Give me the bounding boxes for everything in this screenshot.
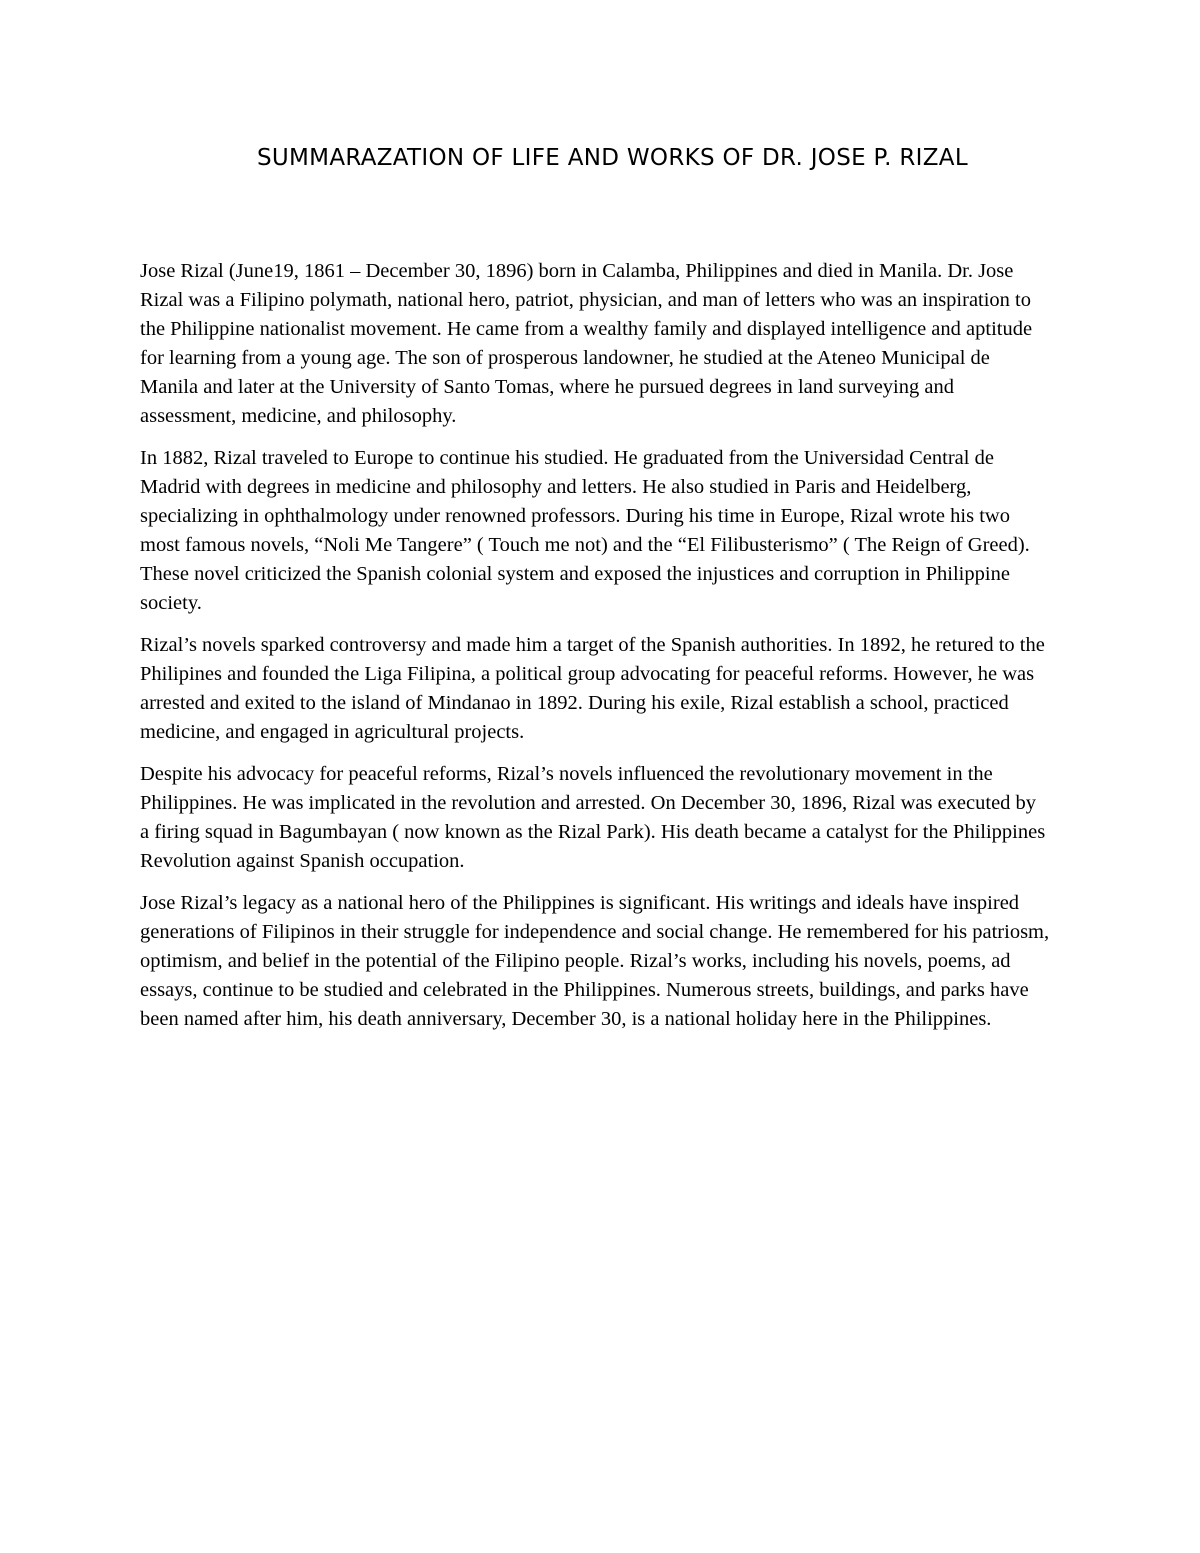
document-title: SUMMARAZATION OF LIFE AND WORKS OF DR. JOSE P. RIZAL [257, 145, 968, 171]
paragraph-liga-filipina-exile: Rizal’s novels sparked controversy and made him a target of the Spanish authorities. In 1892, he retured to the Philipines and founded the Liga Filipina, a political group advocating for peaceful reforms. However, he was arrested and exited to the island of Mindanao in 1892. During his exile, Rizal establish a school, practiced medicine, and engaged in agricultural projects. [140, 634, 1045, 743]
document-body [140, 257, 1050, 1034]
paragraph-legacy: Jose Rizal’s legacy as a national hero of the Philippines is significant. His writings and ideals have inspired generations of Filipinos in their struggle for independence and social change. He remembered for his patriosm, optimism, and belief in the potential of the Filipino people. Rizal’s works, including his novels, poems, ad essays, continue to be studied and celebrated in the Philippines. Numerous streets, buildings, and parks have been named after him, his death anniversary, December 30, is a national holiday here in the Philippines. [140, 892, 1050, 1030]
paragraph-execution: Despite his advocacy for peaceful reforms, Rizal’s novels influenced the revolutionary movement in the Philippines. He was implicated in the revolution and arrested. On December 30, 1896, Rizal was executed by a firing squad in Bagumbayan ( now known as the Rizal Park). His death became a catalyst for the Philippines Revolution against Spanish occupation. [140, 763, 1046, 872]
paragraph-birth-education: Jose Rizal (June19, 1861 – December 30, 1896) born in Calamba, Philippines and died in Manila. Dr. Jose Rizal was a Filipino polymath, national hero, patriot, physician, and man of letters who was an inspiration to the Philippine nationalist movement. He came from a wealthy family and displayed intelligence and aptitude for learning from a young age. The son of prosperous landowner, he studied at the Ateneo Municipal de Manila and later at the University of Santo Tomas, where he pursued degrees in land surveying and assessment, medicine, and philosophy. [140, 260, 1033, 427]
paragraph-europe-novels: In 1882, Rizal traveled to Europe to continue his studied. He graduated from the Universidad Central de Madrid with degrees in medicine and philosophy and letters. He also studied in Paris and Heidelberg, specializing in ophthalmology under renowned professors. During his time in Europe, Rizal wrote his two most famous novels, “Noli Me Tangere” ( Touch me not) and the “El Filibusterismo” ( The Reign of Greed). These novel criticized the Spanish colonial system and exposed the injustices and corruption in Philippine society. [140, 447, 1030, 614]
